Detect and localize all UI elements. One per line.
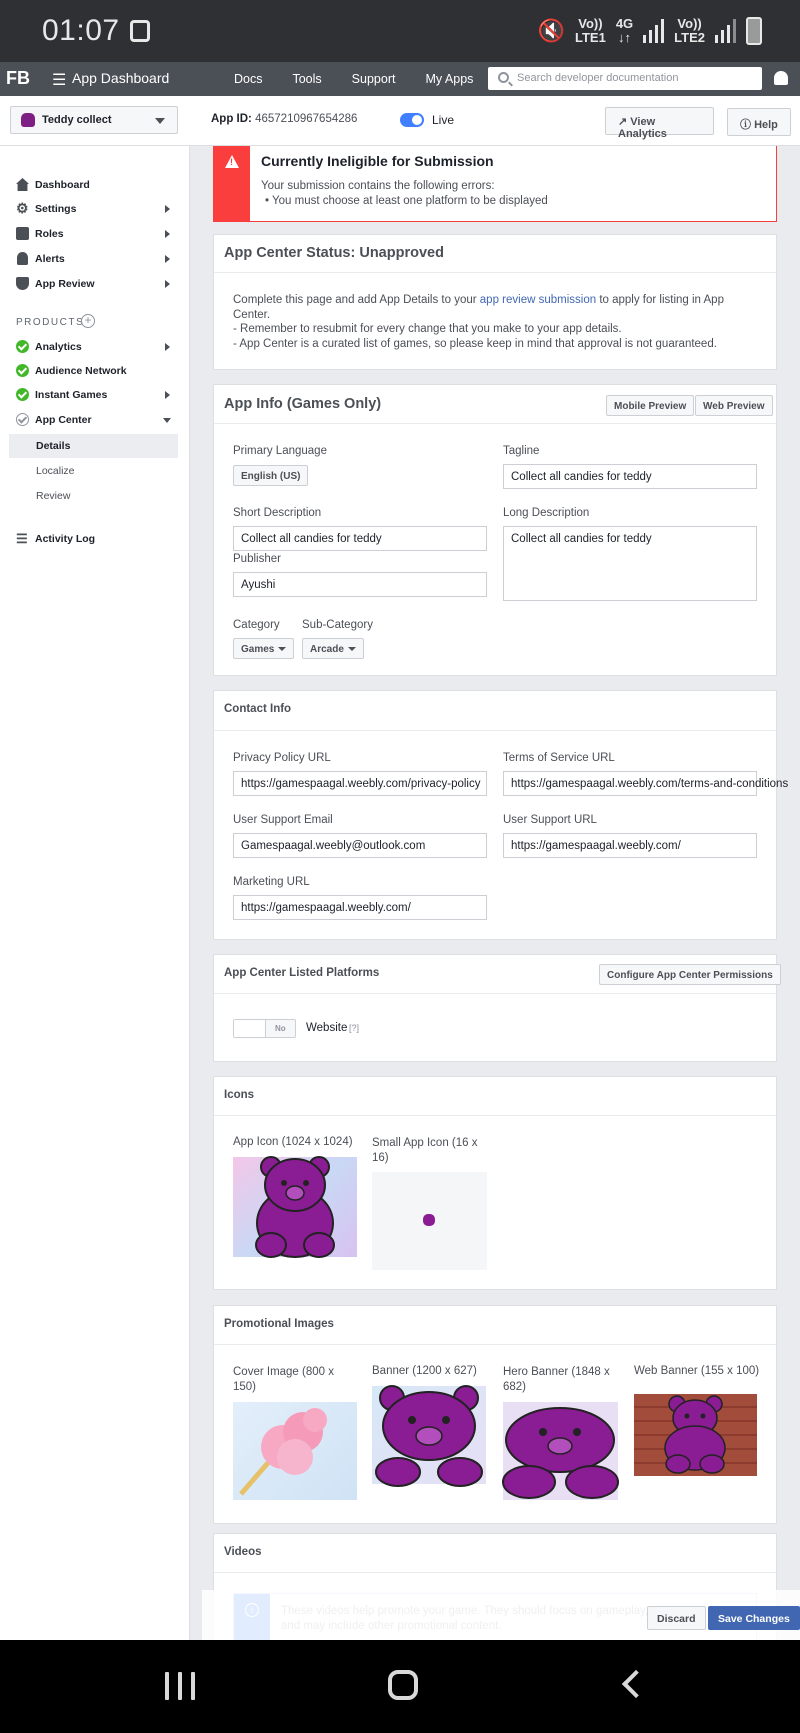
help-button[interactable]: ⓘ Help bbox=[727, 108, 791, 136]
long-description-label: Long Description bbox=[503, 507, 590, 519]
app-info-title: App Info (Games Only) bbox=[224, 396, 382, 412]
chevron-right-icon bbox=[165, 391, 170, 399]
search-icon bbox=[498, 72, 509, 83]
teddy-bear-icon bbox=[233, 1157, 357, 1257]
status-icons: 🔇 Vo)) LTE1 4G ↓↑ Vo)) LTE2 bbox=[538, 14, 762, 48]
search-placeholder: Search developer documentation bbox=[517, 72, 679, 84]
chevron-right-icon bbox=[165, 255, 170, 263]
privacy-url-label: Privacy Policy URL bbox=[233, 752, 331, 764]
sidebar-item-activity-log[interactable]: ☰ Activity Log bbox=[16, 531, 96, 546]
products-heading: PRODUCTS bbox=[16, 317, 85, 328]
hero-banner-image[interactable] bbox=[503, 1402, 618, 1500]
chevron-right-icon bbox=[165, 343, 170, 351]
mute-icon: 🔇 bbox=[537, 18, 565, 43]
hero-banner-label: Hero Banner (1848 x 682) bbox=[503, 1366, 610, 1393]
discard-button[interactable]: Discard bbox=[647, 1606, 706, 1630]
search-input[interactable] bbox=[488, 67, 762, 90]
error-intro: Your submission contains the following errors: bbox=[261, 180, 495, 192]
category-label: Category bbox=[233, 619, 280, 631]
tos-url-input[interactable]: https://gamespaagal.weebly.com/terms-and-conditions bbox=[503, 771, 757, 796]
home-button-icon[interactable] bbox=[388, 1670, 418, 1700]
website-toggle[interactable]: No bbox=[233, 1019, 296, 1038]
android-nav-bar bbox=[0, 1640, 800, 1733]
chevron-down-icon bbox=[155, 118, 165, 124]
videos-title: Videos bbox=[224, 1546, 262, 1558]
sidebar-item-alerts[interactable]: Alerts bbox=[0, 247, 190, 271]
sidebar-item-settings[interactable]: ⚙ Settings bbox=[0, 197, 190, 221]
sidebar-sub-review[interactable]: Review bbox=[36, 490, 71, 502]
view-analytics-button[interactable]: ↗ View Analytics bbox=[605, 107, 714, 135]
web-banner-image[interactable] bbox=[634, 1394, 757, 1476]
hamburger-icon[interactable]: ☰ bbox=[52, 72, 67, 89]
app-header bbox=[0, 96, 800, 146]
status-bar bbox=[0, 0, 800, 62]
cotton-candy-icon bbox=[233, 1402, 357, 1500]
long-description-textarea[interactable]: Collect all candies for teddy bbox=[503, 526, 757, 601]
sidebar-item-app-review[interactable]: App Review bbox=[0, 272, 190, 296]
status-text: Complete this page and add App Details to your app review submission to apply for listing in App Center. - Remember to resubmit for every change that you make to your app details. - App Center is a curated list of games, so please keep in mind that approval is not guaranteed. bbox=[233, 294, 724, 350]
tagline-label: Tagline bbox=[503, 445, 540, 457]
battery-icon bbox=[746, 17, 762, 45]
sidebar-item-roles[interactable]: Roles bbox=[0, 222, 190, 246]
app-selector[interactable] bbox=[10, 106, 178, 134]
short-description-label: Short Description bbox=[233, 507, 322, 519]
save-bar bbox=[202, 1590, 800, 1640]
sidebar-sub-localize[interactable]: Localize bbox=[36, 465, 75, 477]
shield-icon bbox=[16, 277, 29, 290]
platforms-panel bbox=[213, 954, 777, 1062]
sidebar-item-analytics[interactable]: Analytics bbox=[0, 335, 190, 359]
live-toggle[interactable] bbox=[400, 113, 424, 127]
nav-docs[interactable]: Docs bbox=[234, 72, 263, 86]
support-url-input[interactable]: https://gamespaagal.weebly.com/ bbox=[503, 833, 757, 858]
icons-title: Icons bbox=[224, 1089, 255, 1101]
notification-icon bbox=[130, 20, 150, 42]
sidebar-item-dashboard[interactable]: Dashboard bbox=[0, 173, 190, 197]
nav-support[interactable]: Support bbox=[351, 72, 396, 86]
promo-images-panel bbox=[213, 1305, 777, 1524]
save-changes-button[interactable]: Save Changes bbox=[708, 1606, 800, 1630]
configure-permissions-button[interactable]: Configure App Center Permissions bbox=[599, 964, 781, 985]
icons-panel bbox=[213, 1076, 777, 1290]
question-icon: ⓘ bbox=[740, 119, 751, 131]
back-icon[interactable] bbox=[622, 1670, 650, 1698]
gear-icon: ⚙ bbox=[16, 200, 29, 216]
cover-image-label: Cover Image (800 x 150) bbox=[233, 1366, 334, 1393]
category-select[interactable]: Games bbox=[233, 638, 294, 659]
teddy-bear-small-icon bbox=[423, 1214, 435, 1226]
status-panel bbox=[213, 234, 777, 370]
nav-tools[interactable]: Tools bbox=[292, 72, 322, 86]
recents-icon[interactable] bbox=[165, 1672, 195, 1700]
signal-icon bbox=[643, 19, 664, 43]
support-url-label: User Support URL bbox=[503, 814, 597, 826]
list-icon: ☰ bbox=[16, 531, 28, 546]
sidebar-item-app-center[interactable]: App Center bbox=[0, 408, 190, 432]
app-dashboard-title[interactable]: App Dashboard bbox=[72, 70, 170, 86]
check-circle-outline-icon bbox=[16, 413, 29, 426]
chevron-right-icon bbox=[165, 205, 170, 213]
tos-url-label: Terms of Service URL bbox=[503, 752, 615, 764]
sidebar-item-instant-games[interactable]: Instant Games bbox=[0, 383, 190, 407]
marketing-url-input[interactable]: https://gamespaagal.weebly.com/ bbox=[233, 895, 487, 920]
support-email-label: User Support Email bbox=[233, 814, 333, 826]
tagline-input[interactable]: Collect all candies for teddy bbox=[503, 464, 757, 489]
home-icon bbox=[16, 178, 29, 191]
chevron-right-icon bbox=[165, 230, 170, 238]
caret-down-icon bbox=[348, 647, 356, 651]
nav-my-apps[interactable]: My Apps bbox=[425, 72, 474, 86]
privacy-url-input[interactable]: https://gamespaagal.weebly.com/privacy-policy bbox=[233, 771, 487, 796]
fb-logo[interactable]: FB bbox=[6, 68, 30, 88]
app-id: App ID: 4657210967654286 bbox=[211, 113, 358, 125]
banner-label: Banner (1200 x 627) bbox=[372, 1365, 477, 1377]
teddy-bear-icon bbox=[503, 1402, 618, 1500]
add-product-icon[interactable]: + bbox=[81, 314, 95, 328]
trend-icon: ↗ bbox=[618, 116, 628, 128]
sidebar-sub-details[interactable]: Details bbox=[9, 434, 178, 458]
web-banner-label: Web Banner (155 x 100) bbox=[634, 1365, 760, 1377]
check-circle-icon bbox=[16, 340, 29, 353]
website-label: Website bbox=[306, 1022, 348, 1034]
teddy-bear-icon bbox=[372, 1386, 486, 1484]
status-time: 01:07 bbox=[42, 14, 120, 47]
app-icon-image[interactable] bbox=[233, 1157, 357, 1257]
signal-icon-2 bbox=[715, 19, 736, 43]
primary-language-label: Primary Language bbox=[233, 445, 327, 457]
sidebar-item-audience-network[interactable]: Audience Network bbox=[0, 359, 190, 383]
top-nav bbox=[234, 72, 503, 86]
chevron-right-icon bbox=[165, 280, 170, 288]
caret-down-icon bbox=[278, 647, 286, 651]
publisher-label: Publisher bbox=[233, 553, 281, 565]
app-icon bbox=[21, 113, 35, 127]
sidebar bbox=[0, 146, 190, 1640]
small-icon-image[interactable] bbox=[372, 1172, 487, 1270]
check-circle-icon bbox=[16, 388, 29, 401]
banner-image[interactable] bbox=[372, 1386, 486, 1484]
app-info-panel bbox=[213, 384, 777, 676]
app-name: Teddy collect bbox=[42, 114, 112, 126]
status-title: App Center Status: Unapproved bbox=[224, 245, 444, 261]
roles-icon bbox=[16, 227, 29, 240]
warning-icon bbox=[225, 155, 239, 168]
check-circle-icon bbox=[16, 364, 29, 377]
support-email-input[interactable]: Gamespaagal.weebly@outlook.com bbox=[233, 833, 487, 858]
error-title: Currently Ineligible for Submission bbox=[261, 153, 494, 169]
contact-info-panel bbox=[213, 690, 789, 940]
small-icon-label: Small App Icon (16 x 16) bbox=[372, 1137, 478, 1164]
mobile-preview-button[interactable]: Mobile Preview bbox=[606, 395, 694, 416]
error-banner bbox=[213, 146, 777, 222]
website-help-link[interactable]: [?] bbox=[349, 1023, 360, 1033]
web-preview-button[interactable]: Web Preview bbox=[695, 395, 773, 416]
subcategory-label: Sub-Category bbox=[302, 619, 373, 631]
marketing-url-label: Marketing URL bbox=[233, 876, 310, 888]
error-item: • You must choose at least one platform to be displayed bbox=[265, 195, 548, 207]
publisher-input[interactable]: Ayushi bbox=[233, 572, 487, 597]
cover-image[interactable] bbox=[233, 1402, 357, 1500]
primary-language-select[interactable]: English (US) bbox=[233, 465, 308, 486]
app-icon-label: App Icon (1024 x 1024) bbox=[233, 1136, 353, 1148]
contact-title: Contact Info bbox=[224, 703, 292, 715]
developer-top-bar bbox=[0, 62, 800, 96]
notifications-bell-icon[interactable] bbox=[774, 71, 788, 85]
subcategory-select[interactable]: Arcade bbox=[302, 638, 364, 659]
platforms-title: App Center Listed Platforms bbox=[224, 967, 380, 979]
short-description-input[interactable]: Collect all candies for teddy bbox=[233, 526, 487, 551]
bell-icon bbox=[17, 252, 28, 265]
live-label: Live bbox=[432, 113, 455, 127]
teddy-bear-icon bbox=[634, 1394, 757, 1476]
chevron-down-icon bbox=[163, 418, 171, 423]
app-review-link[interactable]: app review submission bbox=[479, 294, 597, 306]
promo-title: Promotional Images bbox=[224, 1318, 334, 1330]
